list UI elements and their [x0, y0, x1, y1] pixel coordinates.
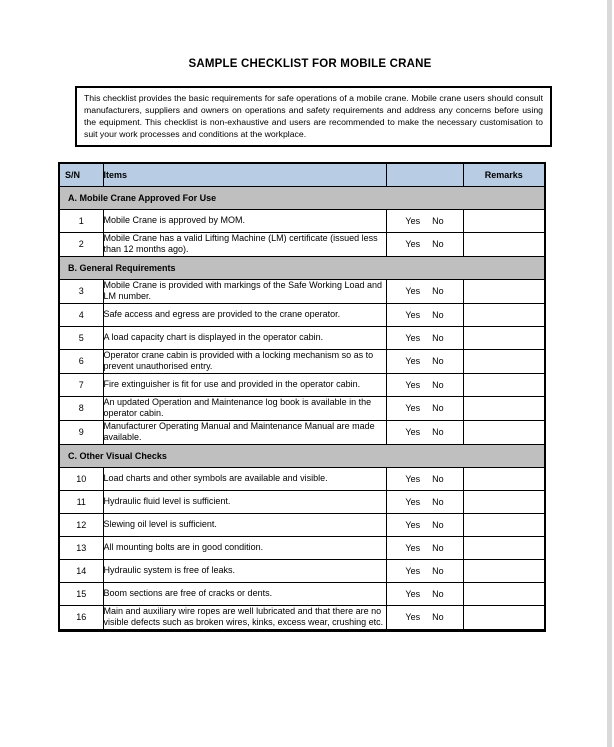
- remarks-cell: [463, 605, 545, 630]
- yes-option: Yes: [405, 427, 421, 437]
- table-row: [59, 513, 545, 536]
- no-option: No: [432, 496, 444, 507]
- yes-option: Yes: [405, 215, 421, 226]
- sn-cell: 3: [59, 279, 103, 303]
- no-option: No: [432, 542, 444, 553]
- sn-cell: 1: [59, 209, 103, 232]
- response-cell: [386, 582, 463, 605]
- response-cell: [386, 232, 463, 256]
- item-cell: Manufacturer Operating Manual and Maintenance Manual are made available.: [103, 420, 386, 444]
- no-option: No: [432, 403, 444, 413]
- no-option: No: [432, 215, 444, 226]
- yes-option: Yes: [405, 309, 421, 320]
- sn-cell: 10: [59, 467, 103, 490]
- item-cell: Main and auxiliary wire ropes are well lubricated and that there are no visible defects such as broken wires, kinks, excess wear, crushing etc.: [103, 605, 386, 630]
- table-row: [59, 279, 545, 303]
- no-option: No: [432, 427, 444, 437]
- sn-cell: 7: [59, 373, 103, 396]
- checklist-table: [58, 162, 546, 632]
- remarks-cell: [463, 559, 545, 582]
- no-option: No: [432, 332, 444, 343]
- sn-cell: 16: [59, 605, 103, 630]
- remarks-cell: [463, 209, 545, 232]
- item-cell: Boom sections are free of cracks or dents.: [103, 582, 386, 605]
- column-header-items: Items: [103, 163, 386, 186]
- table-row: [59, 559, 545, 582]
- table-row: [59, 209, 545, 232]
- item-cell: Load charts and other symbols are available and visible.: [103, 467, 386, 490]
- yes-option: Yes: [405, 519, 421, 530]
- remarks-cell: [463, 326, 545, 349]
- yes-option: Yes: [405, 332, 421, 343]
- yes-option: Yes: [405, 588, 421, 599]
- response-cell: [386, 490, 463, 513]
- item-cell: Hydraulic system is free of leaks.: [103, 559, 386, 582]
- response-cell: [386, 209, 463, 232]
- sn-cell: 11: [59, 490, 103, 513]
- item-cell: Safe access and egress are provided to the crane operator.: [103, 303, 386, 326]
- sn-cell: 8: [59, 396, 103, 420]
- response-cell: [386, 303, 463, 326]
- sn-cell: 15: [59, 582, 103, 605]
- response-cell: [386, 349, 463, 373]
- table-row: [59, 420, 545, 444]
- no-option: No: [432, 379, 444, 390]
- remarks-cell: [463, 303, 545, 326]
- yes-option: Yes: [405, 542, 421, 553]
- sn-cell: 2: [59, 232, 103, 256]
- remarks-cell: [463, 232, 545, 256]
- no-option: No: [432, 356, 444, 366]
- table-row: [59, 303, 545, 326]
- response-cell: [386, 605, 463, 630]
- no-option: No: [432, 519, 444, 530]
- item-cell: Mobile Crane is provided with markings of the Safe Working Load and LM number.: [103, 279, 386, 303]
- remarks-cell: [463, 582, 545, 605]
- no-option: No: [432, 473, 444, 484]
- intro-box: [75, 86, 552, 147]
- item-cell: Operator crane cabin is provided with a locking mechanism so as to prevent unauthorised entry.: [103, 349, 386, 373]
- response-cell: [386, 373, 463, 396]
- yes-option: Yes: [405, 239, 421, 249]
- no-option: No: [432, 612, 444, 622]
- remarks-cell: [463, 467, 545, 490]
- table-row: [59, 396, 545, 420]
- remarks-cell: [463, 396, 545, 420]
- column-header-sn: S/N: [59, 163, 103, 186]
- remarks-cell: [463, 513, 545, 536]
- sn-cell: 4: [59, 303, 103, 326]
- table-row: [59, 326, 545, 349]
- response-cell: [386, 559, 463, 582]
- yes-option: Yes: [405, 379, 421, 390]
- no-option: No: [432, 309, 444, 320]
- response-cell: [386, 513, 463, 536]
- column-header-remarks: Remarks: [463, 163, 545, 186]
- remarks-cell: [463, 420, 545, 444]
- yes-option: Yes: [405, 403, 421, 413]
- table-header-row: [59, 163, 545, 186]
- remarks-cell: [463, 349, 545, 373]
- remarks-cell: [463, 490, 545, 513]
- sn-cell: 9: [59, 420, 103, 444]
- yes-option: Yes: [405, 286, 421, 296]
- sn-cell: 14: [59, 559, 103, 582]
- section-title: B. General Requirements: [59, 256, 545, 279]
- item-cell: Fire extinguisher is fit for use and provided in the operator cabin.: [103, 373, 386, 396]
- sn-cell: 13: [59, 536, 103, 559]
- item-cell: A load capacity chart is displayed in the operator cabin.: [103, 326, 386, 349]
- section-header-row: [59, 186, 545, 209]
- sn-cell: 6: [59, 349, 103, 373]
- table-row: [59, 373, 545, 396]
- no-option: No: [432, 239, 444, 249]
- remarks-cell: [463, 373, 545, 396]
- yes-option: Yes: [405, 356, 421, 366]
- sn-cell: 12: [59, 513, 103, 536]
- item-cell: An updated Operation and Maintenance log book is available in the operator cabin.: [103, 396, 386, 420]
- remarks-cell: [463, 279, 545, 303]
- response-cell: [386, 536, 463, 559]
- yes-option: Yes: [405, 473, 421, 484]
- item-cell: All mounting bolts are in good condition.: [103, 536, 386, 559]
- table-row: [59, 536, 545, 559]
- page-title: SAMPLE CHECKLIST FOR MOBILE CRANE: [188, 58, 432, 70]
- intro-text: This checklist provides the basic requirements for safe operations of a mobile crane. Mobile crane users should consult manufacturers, suppliers and owners on operations and safety requirements and address any concerns before using the equipment. This checklist is non-exhaustive and users are recommended to make the necessary customisation to suit your work processes and conditions at the workplace.: [84, 93, 543, 139]
- page-edge-strip: [607, 0, 612, 747]
- column-header-response: [386, 163, 463, 186]
- no-option: No: [432, 588, 444, 599]
- table-row: [59, 232, 545, 256]
- yes-option: Yes: [405, 565, 421, 576]
- item-cell: Mobile Crane is approved by MOM.: [103, 209, 386, 232]
- yes-option: Yes: [405, 496, 421, 507]
- sn-cell: 5: [59, 326, 103, 349]
- item-cell: Mobile Crane has a valid Lifting Machine (LM) certificate (issued less than 12 months ago).: [103, 232, 386, 256]
- section-title: A. Mobile Crane Approved For Use: [59, 186, 545, 209]
- no-option: No: [432, 286, 444, 296]
- item-cell: Slewing oil level is sufficient.: [103, 513, 386, 536]
- remarks-cell: [463, 536, 545, 559]
- yes-option: Yes: [405, 612, 421, 622]
- table-row: [59, 490, 545, 513]
- section-header-row: [59, 444, 545, 467]
- response-cell: [386, 326, 463, 349]
- table-row: [59, 582, 545, 605]
- section-title: C. Other Visual Checks: [59, 444, 545, 467]
- response-cell: [386, 396, 463, 420]
- no-option: No: [432, 565, 444, 576]
- item-cell: Hydraulic fluid level is sufficient.: [103, 490, 386, 513]
- section-header-row: [59, 256, 545, 279]
- response-cell: [386, 467, 463, 490]
- response-cell: [386, 279, 463, 303]
- table-row: [59, 349, 545, 373]
- response-cell: [386, 420, 463, 444]
- table-row: [59, 605, 545, 630]
- table-row: [59, 467, 545, 490]
